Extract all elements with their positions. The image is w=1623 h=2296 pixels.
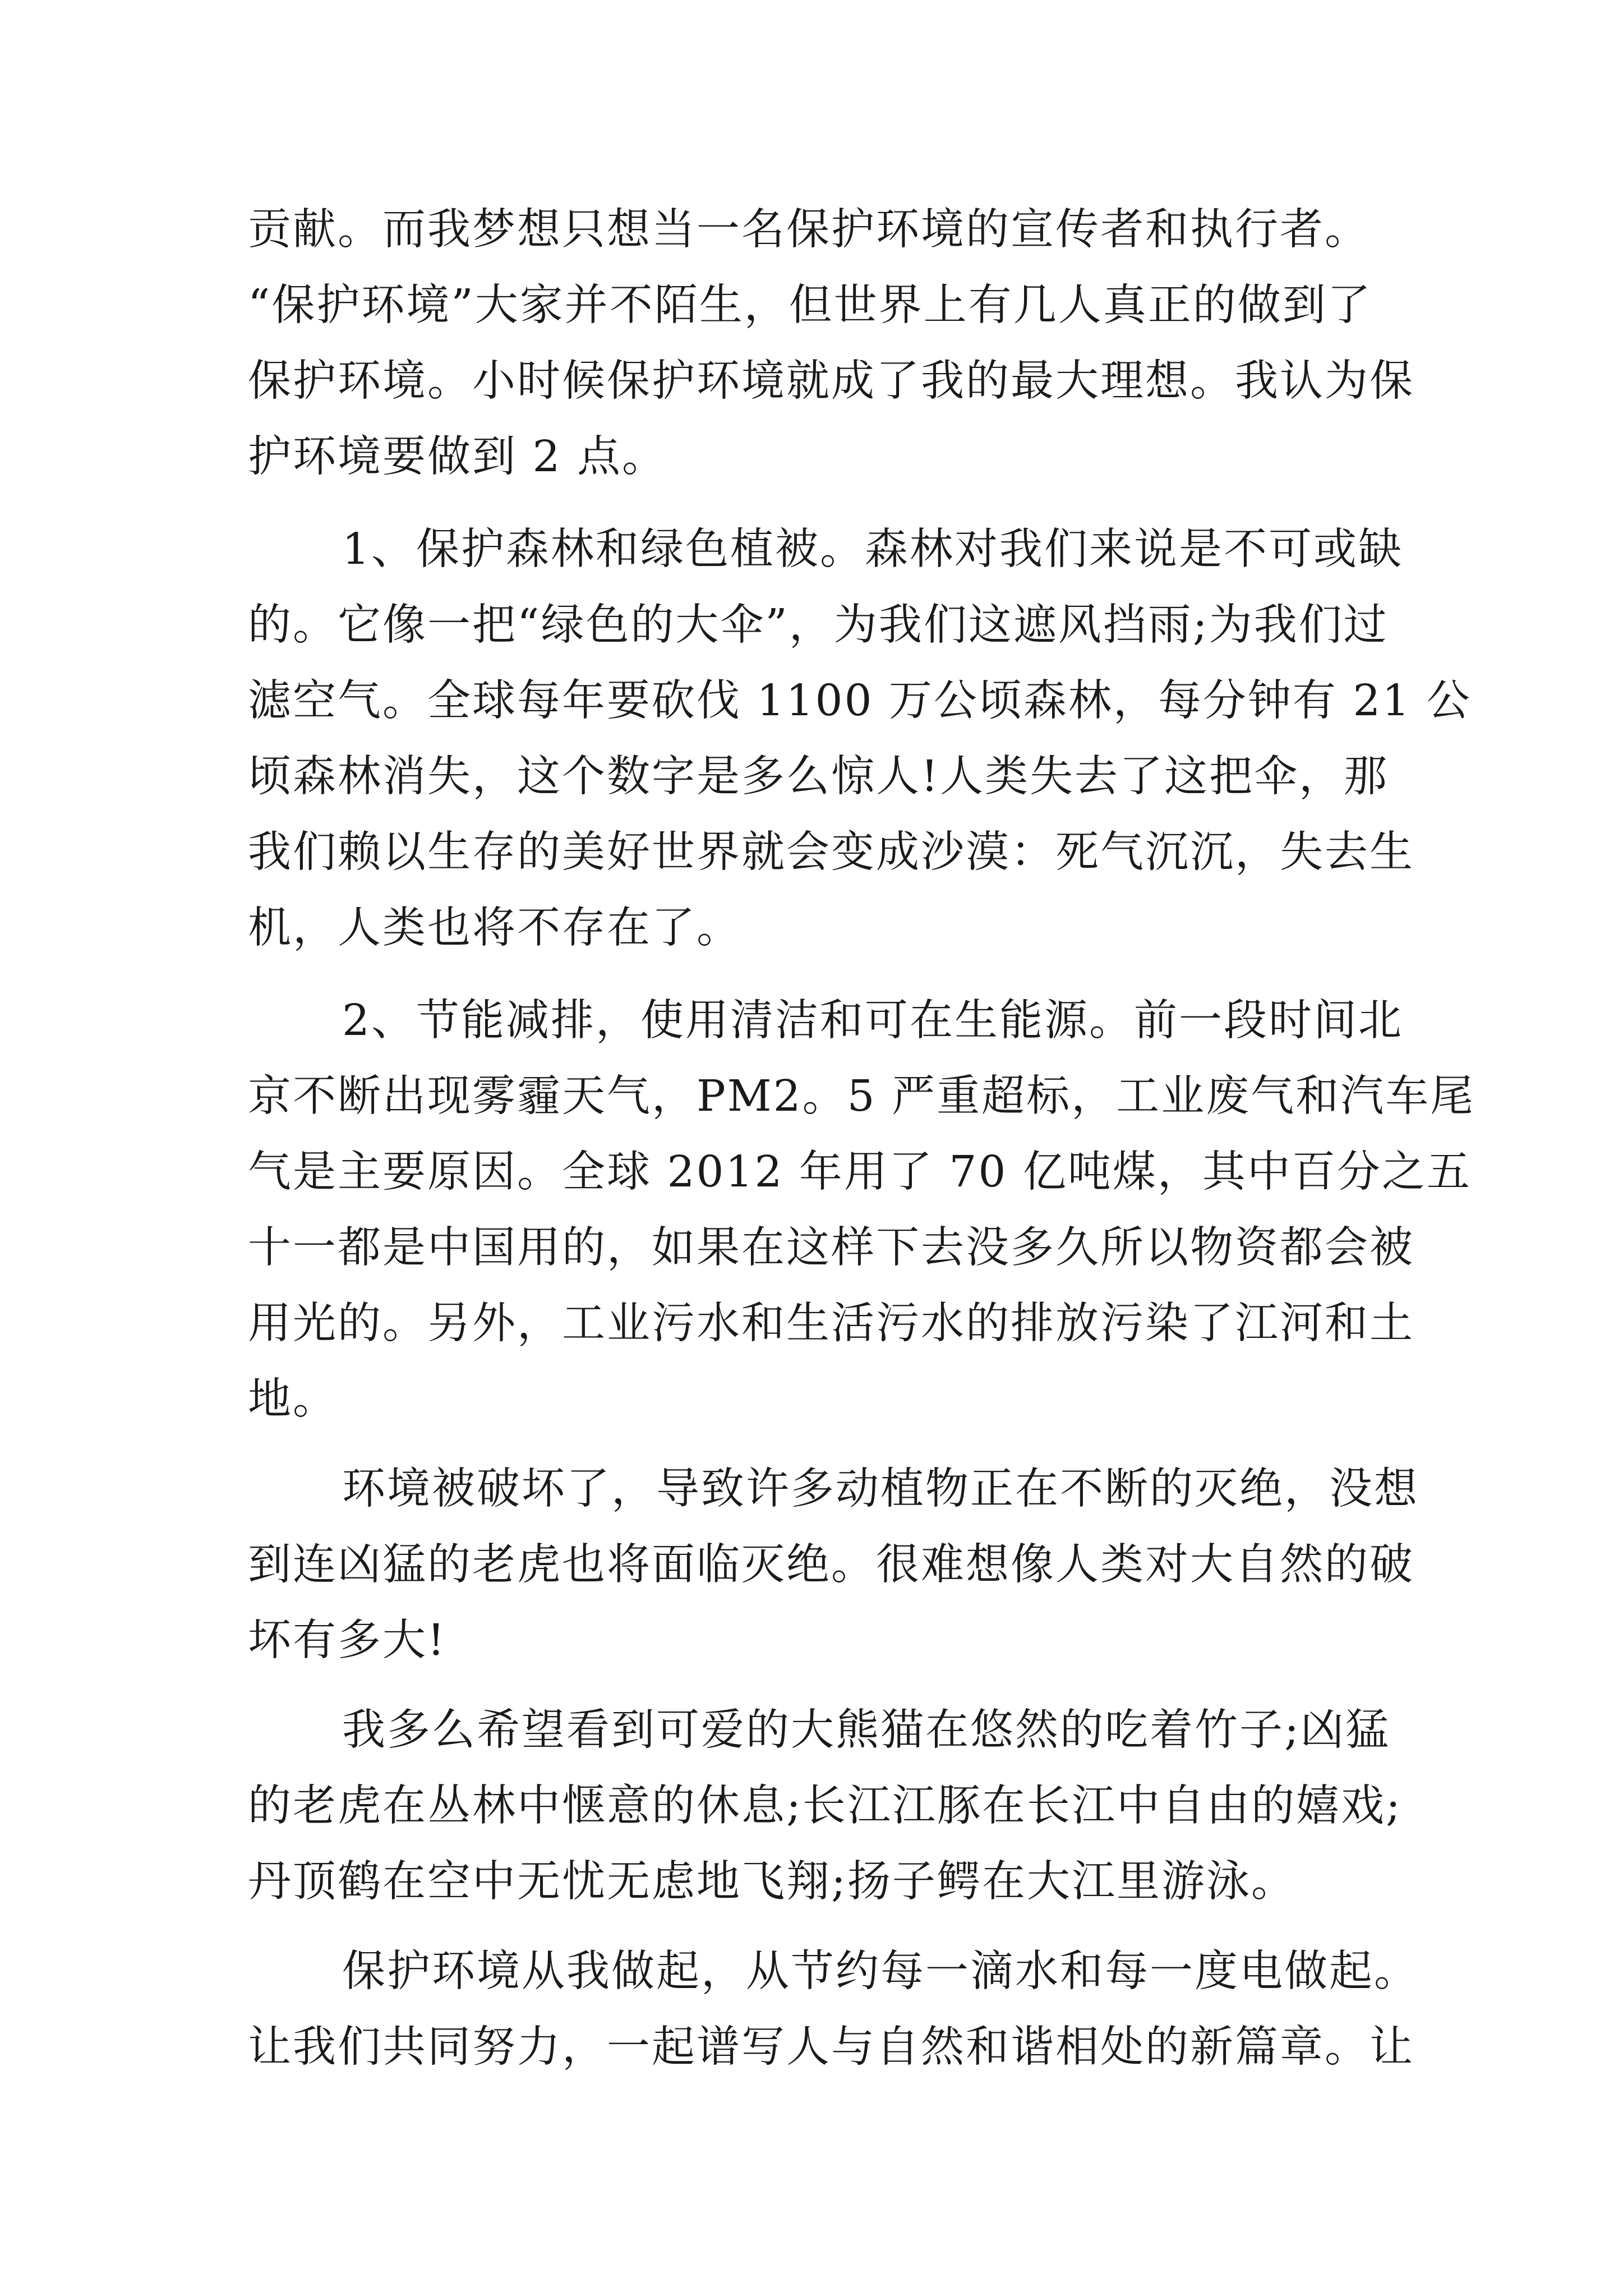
paragraph-start-line: 2、节能减排，使用清洁和可在生能源。前一段时间北 — [342, 996, 1403, 1046]
paragraph-start-line: 保护环境从我做起，从节约每一滴水和每一度电做起。 — [342, 1947, 1419, 1996]
text-line: 丹顶鹤在空中无忧无虑地飞翔;扬子鳄在大江里游泳。 — [248, 1857, 1296, 1907]
text-line: 护环境要做到 2 点。 — [248, 432, 667, 482]
text-line: 地。 — [248, 1374, 338, 1424]
text-line: 滤空气。全球每年要砍伐 1100 万公顷森林，每分钟有 21 公 — [248, 676, 1472, 726]
text-line: 的老虎在丛林中惬意的休息;长江江豚在长江中自由的嬉戏; — [248, 1781, 1402, 1831]
text-line: 气是主要原因。全球 2012 年用了 70 亿吨煤，其中百分之五 — [248, 1147, 1472, 1197]
text-line: “保护环境”大家并不陌生，但世界上有几人真正的做到了 — [248, 280, 1372, 330]
paragraph-start-line: 我多么希望看到可爱的大熊猫在悠然的吃着竹子;凶猛 — [342, 1705, 1390, 1755]
paragraph-start-line: 1、保护森林和绿色植被。森林对我们来说是不可或缺 — [342, 524, 1403, 574]
text-line: 我们赖以生存的美好世界就会变成沙漠：死气沉沉，失去生 — [248, 827, 1414, 877]
text-line: 保护环境。小时候保护环境就成了我的最大理想。我认为保 — [248, 356, 1414, 406]
text-line: 京不断出现雾霾天气，PM2。5 严重超标，工业废气和汽车尾 — [248, 1071, 1476, 1121]
text-line: 的。它像一把“绿色的大伞”，为我们这遮风挡雨;为我们过 — [248, 600, 1389, 650]
text-line: 顷森林消失，这个数字是多么惊人!人类失去了这把伞，那 — [248, 752, 1389, 802]
text-line: 让我们共同努力，一起谱写人与自然和谐相处的新篇章。让 — [248, 2022, 1414, 2072]
text-line: 坏有多大! — [248, 1616, 446, 1665]
paragraph-start-line: 环境被破坏了，导致许多动植物正在不断的灭绝，没想 — [342, 1464, 1419, 1514]
text-line: 到连凶猛的老虎也将面临灭绝。很难想像人类对大自然的破 — [248, 1540, 1414, 1590]
text-line: 用光的。另外，工业污水和生活污水的排放污染了江河和土 — [248, 1299, 1414, 1349]
text-line: 十一都是中国用的，如果在这样下去没多久所以物资都会被 — [248, 1223, 1414, 1273]
text-line: 机，人类也将不存在了。 — [248, 903, 741, 953]
text-line: 贡献。而我梦想只想当一名保护环境的宣传者和执行者。 — [248, 205, 1370, 255]
